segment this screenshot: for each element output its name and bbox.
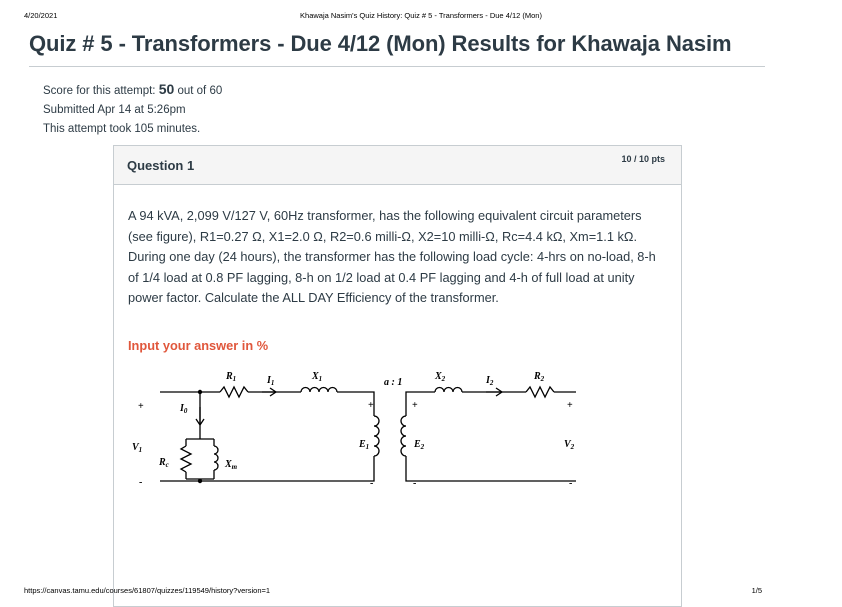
plus-v1: + bbox=[138, 401, 144, 412]
minus-v1: - bbox=[139, 477, 143, 488]
ratio-label: a : 1 bbox=[384, 377, 403, 388]
quiz-title: Quiz # 5 - Transformers - Due 4/12 (Mon) Results for Khawaja Nasim bbox=[29, 31, 732, 56]
plus-e1: + bbox=[368, 400, 374, 411]
score-suffix: out of 60 bbox=[177, 85, 223, 97]
circuit-diagram bbox=[114, 361, 681, 501]
r2-label: $R_2$ bbox=[534, 371, 545, 383]
i1-arrow bbox=[262, 388, 276, 396]
e1-label: $E_1$ bbox=[359, 439, 370, 451]
secondary-winding bbox=[401, 416, 406, 456]
x2-label: $X_2$ bbox=[435, 371, 446, 383]
i0-label: $I_0$ bbox=[180, 403, 188, 415]
pdf-header-title: Khawaja Nasim's Quiz History: Quiz # 5 - Transformers - Due 4/12 (Mon) bbox=[300, 11, 542, 20]
submitted-line: Submitted Apr 14 at 5:26pm bbox=[43, 104, 186, 116]
r2-resistor bbox=[526, 387, 554, 397]
e2-label: $E_2$ bbox=[414, 439, 425, 451]
x1-inductor bbox=[301, 388, 337, 393]
plus-e2: + bbox=[412, 400, 418, 411]
pdf-footer-page: 1/5 bbox=[751, 586, 762, 595]
i0-arrow bbox=[196, 407, 204, 425]
r1-resistor bbox=[220, 387, 248, 397]
xm-label: $X_m$ bbox=[225, 459, 238, 471]
title-divider bbox=[29, 66, 765, 67]
node-dot bbox=[198, 479, 202, 483]
pdf-header-date: 4/20/2021 bbox=[24, 11, 58, 20]
question-card bbox=[113, 145, 682, 607]
minus-e1: - bbox=[370, 478, 374, 489]
v2-label: $V_2$ bbox=[564, 439, 575, 451]
question-name: Question 1 bbox=[127, 158, 195, 173]
rc-label: $R_c$ bbox=[159, 457, 169, 469]
minus-v2: - bbox=[569, 478, 573, 489]
minus-e2: - bbox=[413, 478, 417, 489]
v1-label: $V_1$ bbox=[132, 442, 143, 454]
i1-label: $I_1$ bbox=[267, 375, 275, 387]
attempt-summary bbox=[43, 80, 222, 139]
i2-label: $I_2$ bbox=[486, 375, 494, 387]
question-header bbox=[114, 146, 681, 185]
primary-winding bbox=[374, 416, 379, 456]
question-text: A 94 kVA, 2,099 V/127 V, 60Hz transformer, has the following equivalent circuit parameters (see figure), R1=0.27 Ω, X1=2.0 Ω, R2=0.6 milli-Ω, X2=10 milli-Ω, Rc=4.4 kΩ, Xm=1.1 kΩ. During one day (24 hours), the transformer has the following load cycle: 4-hrs on no-load, 8-h of 1/4 load at 0.8 PF lagging, 8-h on 1/2 load at 0.4 PF lagging and 4-h of full load at unity power factor. Calculate the ALL DAY Efficiency of the transformer. bbox=[128, 208, 656, 305]
x1-label: $X_1$ bbox=[312, 371, 323, 383]
rc-resistor bbox=[181, 446, 191, 472]
r1-label: $R_1$ bbox=[226, 371, 237, 383]
question-points: 10 / 10 pts bbox=[621, 154, 665, 164]
x2-inductor bbox=[435, 388, 462, 393]
answer-prompt: Input your answer in % bbox=[128, 338, 269, 353]
plus-v2: + bbox=[567, 400, 573, 411]
i2-arrow bbox=[486, 388, 502, 396]
score-label: Score for this attempt: bbox=[43, 85, 156, 97]
pdf-footer-url: https://canvas.tamu.edu/courses/61807/quizzes/119549/history?version=1 bbox=[24, 586, 271, 595]
xm-inductor bbox=[214, 446, 218, 470]
node-dot bbox=[198, 390, 202, 394]
score-value: 50 bbox=[158, 81, 175, 97]
score-line bbox=[43, 80, 222, 101]
duration-line: This attempt took 105 minutes. bbox=[43, 123, 201, 135]
